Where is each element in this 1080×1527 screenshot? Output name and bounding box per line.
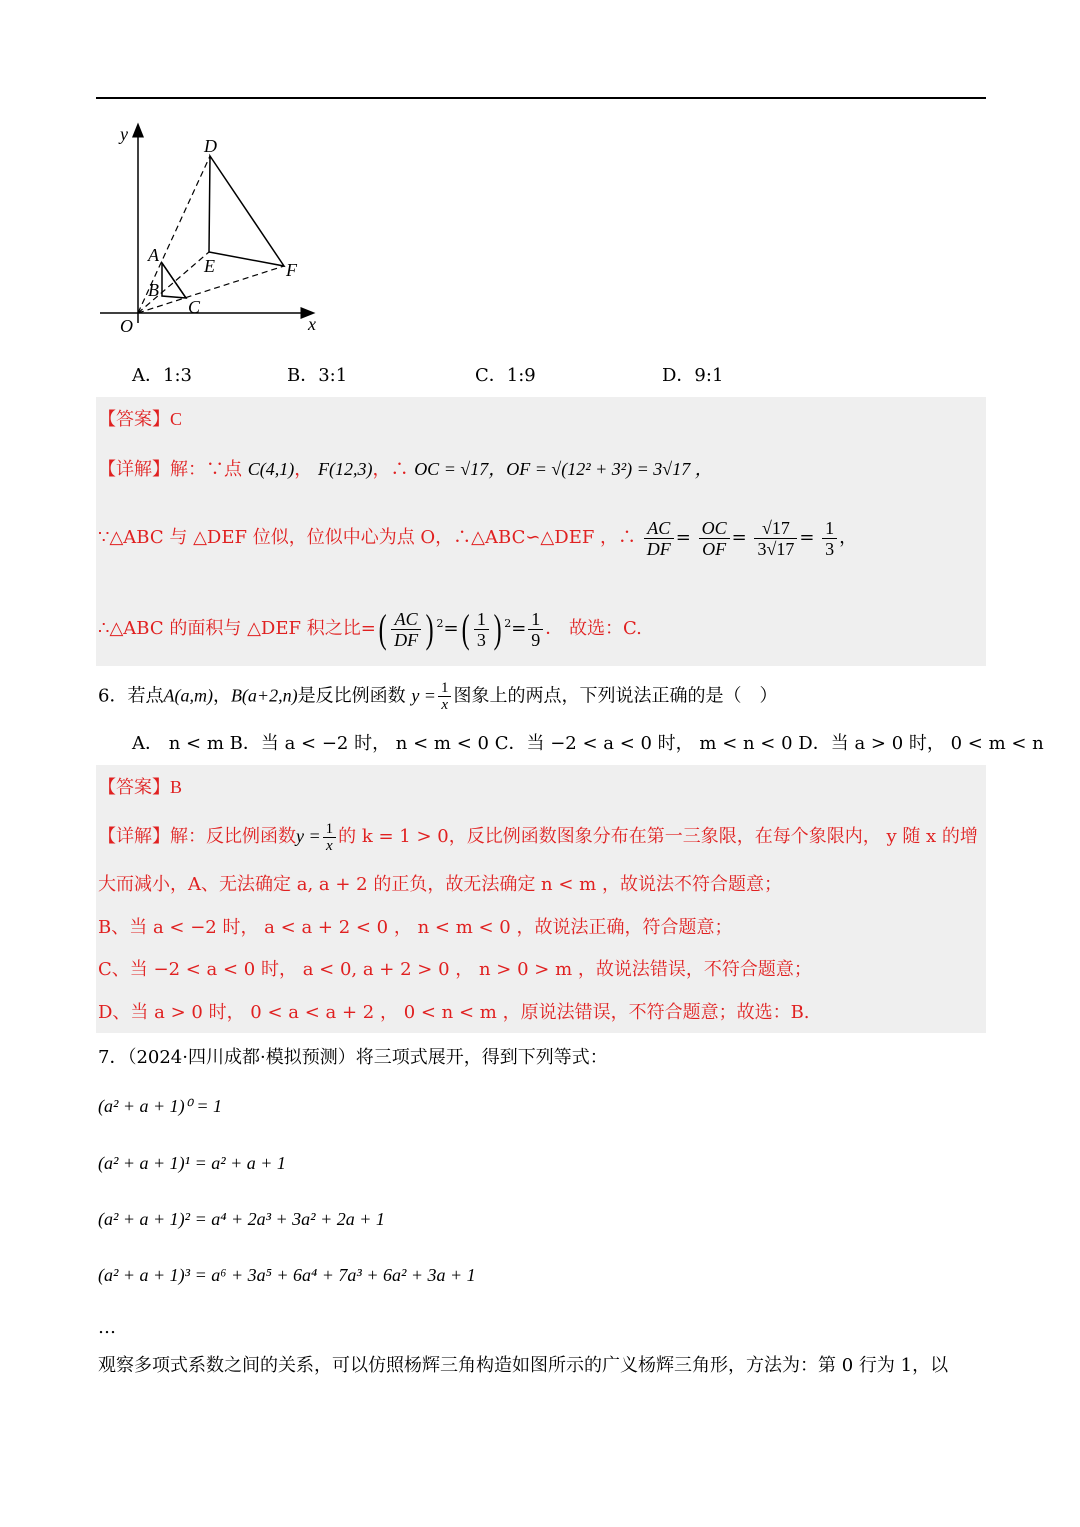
stem-tail: 图象上的两点，下列说法正确的是（ ） xyxy=(453,685,778,707)
of-expr: ，OF = √(12² + 3²) = 3√17 ， xyxy=(488,459,713,479)
detail-text: 解：反比例函数 xyxy=(170,826,296,847)
q5-choice-c: C．1:9 xyxy=(475,365,536,386)
fraction-1-x xyxy=(438,680,452,713)
label-y: y xyxy=(120,124,128,144)
q7-equation-2: (a² + a + 1)² = a⁴ + 2a³ + 3a² + 2a + 1 xyxy=(98,1209,385,1229)
den: DF xyxy=(646,538,671,559)
paren: ) xyxy=(425,606,434,651)
fraction-1-x xyxy=(323,821,337,854)
label-O: O xyxy=(120,316,133,336)
q5-choice-b: B．3:1 xyxy=(287,365,348,386)
q5-detail-line-1 xyxy=(98,457,713,482)
q6-number: 6．若点 xyxy=(98,685,164,707)
stem-text: 是反比例函数 xyxy=(297,685,406,707)
den: DF xyxy=(394,629,419,650)
label-x: x xyxy=(308,314,316,334)
function-y: y = xyxy=(411,685,436,706)
num: √17 xyxy=(754,518,797,539)
q6-detail-line-4: C、当 −2 < a < 0 时， a < 0, a + 2 > 0 ， n > 0 > m ，故说法错误，不符合题意； xyxy=(98,959,812,980)
label-D: D xyxy=(204,136,217,156)
answer-tag: 【答案】 xyxy=(98,409,170,430)
num: 1 xyxy=(822,518,837,539)
paren: ( xyxy=(378,606,387,651)
paren: ) xyxy=(493,606,502,651)
sep: ， xyxy=(212,685,231,707)
coordinate-figure xyxy=(96,118,336,348)
detail-text-tail: 的 k = 1 > 0，反比例函数图象分布在第一三象限，在每个象限内， y 随 x 的增 xyxy=(338,826,978,847)
q6-answer-line xyxy=(98,775,182,800)
detail-tag: 【详解】 xyxy=(98,826,170,847)
therefore: ，∴ xyxy=(372,459,409,480)
num: 1 xyxy=(323,821,337,838)
den: 3√17 xyxy=(757,538,795,559)
q6-detail-line-5: D、当 a > 0 时， 0 < a < a + 2 ， 0 < n < m ，原说法错误，不符合题意；故选：B. xyxy=(98,1002,810,1023)
q7-stem: 7．（2024·四川成都·模拟预测）将三项式展开，得到下列等式： xyxy=(98,1047,608,1068)
answer-value: B xyxy=(170,777,183,797)
q5-choice-d: D．9:1 xyxy=(662,365,724,386)
num: 1 xyxy=(528,609,543,630)
q5-answer-line xyxy=(98,407,182,432)
sep: ， xyxy=(294,459,313,480)
num: 1 xyxy=(438,680,452,697)
answer-tag: 【答案】 xyxy=(98,777,170,798)
detail-tag: 【详解】 xyxy=(98,459,170,480)
label-B: B xyxy=(148,280,159,300)
paren: ( xyxy=(461,606,470,651)
detail-text: 解：∵点 xyxy=(170,459,242,480)
den: 9 xyxy=(531,629,541,650)
fraction-ac-df xyxy=(644,518,674,559)
q6-detail-line-1 xyxy=(98,818,978,855)
num: 1 xyxy=(474,609,489,630)
label-C: C xyxy=(188,297,201,317)
area-ratio-text: ∴△ABC 的面积与 △DEF 积之比= xyxy=(98,618,376,639)
den: x xyxy=(326,837,333,854)
fraction-one-third-2 xyxy=(474,609,489,650)
num: AC xyxy=(644,518,674,539)
den: 3 xyxy=(476,629,486,650)
q6-detail-line-3: B、当 a < −2 时， a < a + 2 < 0 ， n < m < 0 ，故说法正确，符合题意； xyxy=(98,917,733,938)
point-f: F(12,3) xyxy=(317,459,373,479)
label-A: A xyxy=(148,245,159,265)
point-a: A(a,m) xyxy=(163,685,213,706)
num: AC xyxy=(391,609,421,630)
point-b: B(a+2,n) xyxy=(230,685,298,706)
q7-equation-0: (a² + a + 1)⁰ = 1 xyxy=(98,1096,223,1116)
q6-answer-panel xyxy=(96,765,986,1033)
fraction-ac-df-2 xyxy=(391,609,421,650)
choose-c: ． 故选：C. xyxy=(545,618,642,639)
segment-A-C xyxy=(162,263,186,298)
q7-last-line: 观察多项式系数之间的关系，可以仿照杨辉三角构造如图所示的广义杨辉三角形，方法为：第 0 行为 1，以 xyxy=(98,1355,949,1376)
fraction-sqrt17 xyxy=(754,518,797,559)
num: OC xyxy=(699,518,730,539)
q6-detail-line-2: 大而减小，A、无法确定 a, a + 2 的正负，故无法确定 n < m ，故说法不符合题意； xyxy=(98,874,782,895)
function-y: y = xyxy=(296,826,321,846)
q7-equation-3: (a² + a + 1)³ = a⁶ + 3a⁵ + 6a⁴ + 7a³ + 6a² + 3a + 1 xyxy=(98,1265,476,1285)
triangle-DEF xyxy=(209,156,284,266)
label-F: F xyxy=(286,260,297,280)
label-E: E xyxy=(204,256,215,276)
fraction-one-ninth xyxy=(528,609,543,650)
similarity-text: ∵△ABC 与 △DEF 位似，位似中心为点 O，∴△ABC∽△DEF ，∴ xyxy=(98,527,637,548)
q6-stem xyxy=(98,680,777,713)
q6-options: A． n < m B．当 a < −2 时， n < m < 0 C．当 −2 < a < 0 时， m < n < 0 D．当 a > 0 时， 0 < m < n xyxy=(132,733,1044,754)
oc-expr: OC = √17 xyxy=(414,459,489,479)
header-rule xyxy=(96,97,986,99)
q5-choice-a: A．1:3 xyxy=(132,365,192,386)
answer-value: C xyxy=(170,409,183,429)
point-c: C(4,1) xyxy=(247,459,295,479)
q5-detail-line-2: ∵△ABC 与 △DEF 位似，位似中心为点 O，∴△ABC∽△DEF ，∴ $\frac{AC}{DF}$ = $\frac{OC}{OF}$ = $\frac{√17}{3√17}$ = $\frac{1}{3}$ ， xyxy=(98,517,858,559)
fraction-one-third xyxy=(822,518,837,559)
q7-equation-1: (a² + a + 1)¹ = a² + a + 1 xyxy=(98,1153,286,1173)
fraction-oc-of xyxy=(699,518,730,559)
q7-ellipsis: … xyxy=(98,1317,116,1338)
den: x xyxy=(441,697,449,713)
q5-detail-line-3: ∴△ABC 的面积与 △DEF 积之比=( $\frac{AC}{DF}$ ) $^2$=( $\frac{1}{3}$ ) $^2$= $\frac{1}{9}$ ． 故选：C. xyxy=(98,606,642,651)
den: 3 xyxy=(825,538,835,559)
den: OF xyxy=(702,538,727,559)
